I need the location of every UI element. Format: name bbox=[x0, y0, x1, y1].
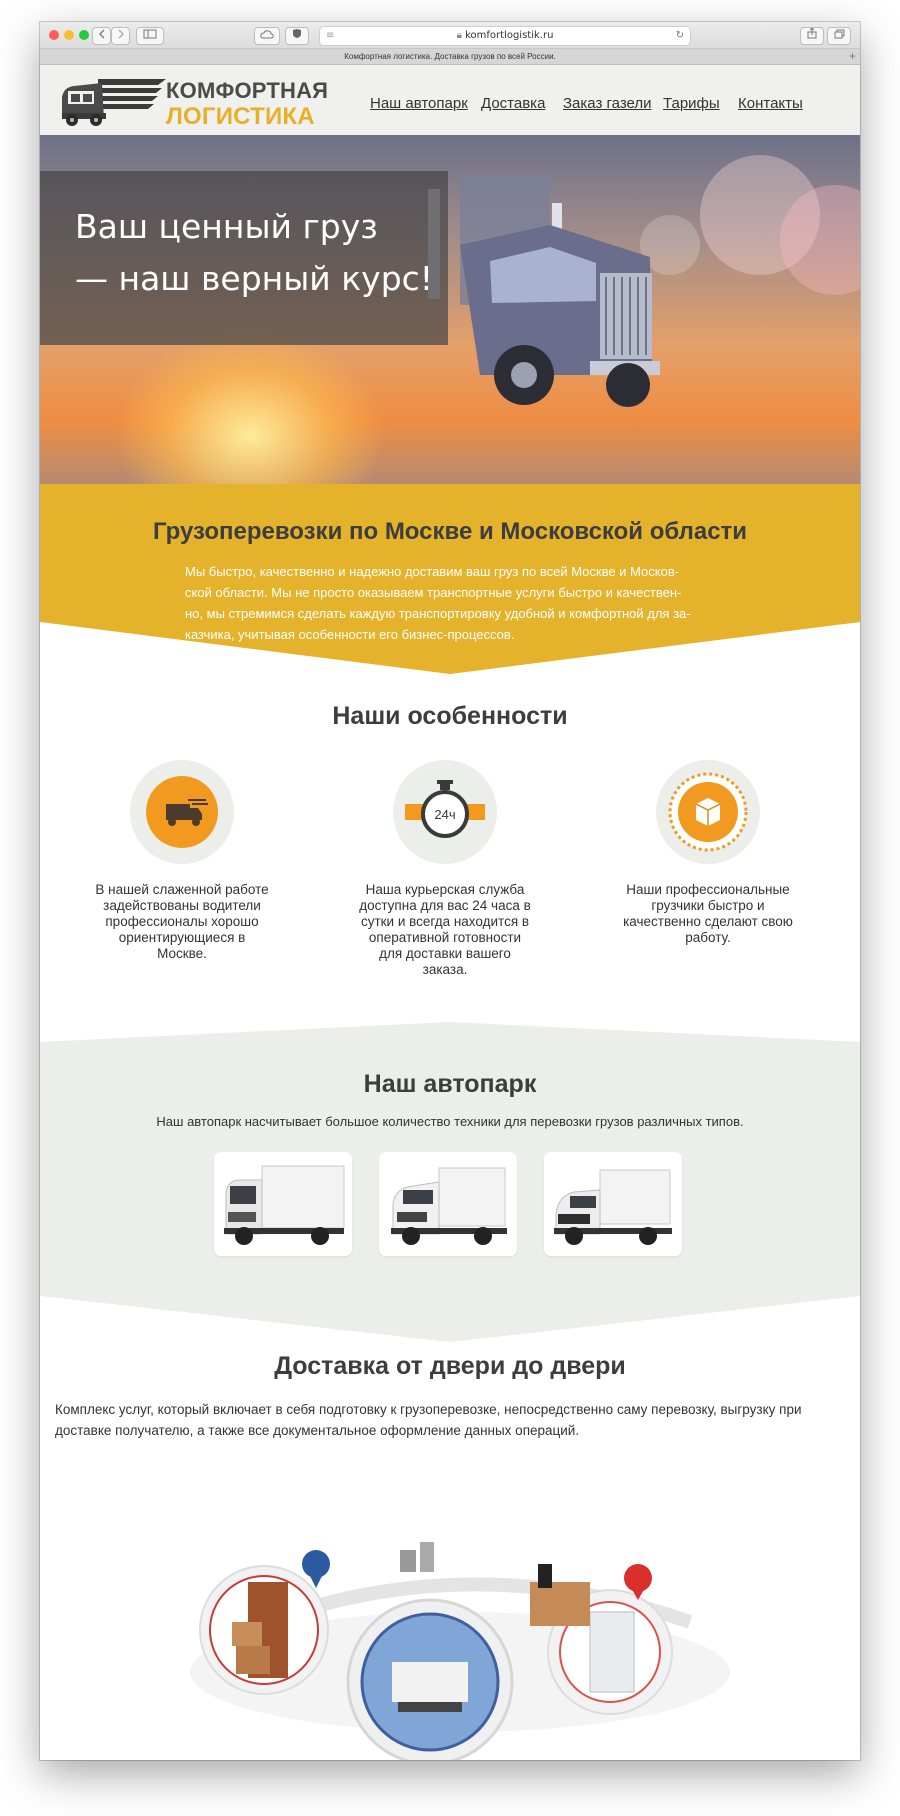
feature-icon-bg bbox=[146, 776, 218, 848]
fleet-subtitle: Наш автопарк насчитывает большое количество техники для перевозки грузов различных типов. bbox=[156, 1114, 744, 1129]
light-box-truck-image bbox=[379, 1152, 517, 1256]
nav-contacts[interactable]: Контакты bbox=[738, 95, 803, 112]
browser-tab[interactable] bbox=[40, 49, 860, 65]
intro-section bbox=[40, 484, 860, 696]
logo-text-line2[interactable]: ЛОГИСТИКА bbox=[166, 103, 315, 130]
sidebar-toggle-button[interactable] bbox=[136, 27, 164, 45]
nav-delivery[interactable]: Доставка bbox=[481, 95, 546, 112]
door-text bbox=[55, 1399, 845, 1441]
forward-button[interactable] bbox=[111, 27, 130, 45]
feature-text-line: доступна для вас 24 часа в bbox=[359, 898, 531, 913]
shield-button[interactable] bbox=[285, 27, 309, 45]
fleet-card[interactable] bbox=[214, 1152, 352, 1256]
browser-window bbox=[40, 22, 860, 1760]
feature-text-line: Наши профессиональные bbox=[626, 882, 790, 897]
address-bar[interactable] bbox=[319, 26, 691, 46]
address-url: komfortlogistik.ru bbox=[465, 30, 554, 41]
door-title: Доставка от двери до двери bbox=[274, 1352, 626, 1380]
feature-text-line: сутки и всегда находится в bbox=[360, 914, 530, 929]
feature-text-line: качественно сделают свою bbox=[623, 914, 793, 929]
maximize-window-button[interactable] bbox=[79, 30, 89, 40]
chevron-left-icon bbox=[98, 29, 106, 39]
feature-text-line: для доставки вашего bbox=[379, 946, 511, 961]
tab-title: Комфортная логистика. Доставка грузов по всей России. bbox=[344, 52, 556, 61]
intro-text bbox=[185, 561, 715, 645]
feature-text-line: В нашей слаженной работе bbox=[95, 882, 269, 897]
shield-icon bbox=[292, 28, 302, 39]
reader-icon: ≡ bbox=[326, 30, 335, 41]
door-text-line: доставке получателю, а также все документальное оформление данных операций. bbox=[55, 1423, 580, 1438]
hero-slogan-line1: Ваш ценный груз bbox=[75, 207, 378, 246]
close-window-button[interactable] bbox=[49, 30, 59, 40]
cloud-icon bbox=[260, 29, 274, 39]
feature-text-line: Наша курьерская служба bbox=[365, 882, 525, 897]
intro-text-line: но, мы стремимся сделать каждую транспортировку удобной и комфортной для за- bbox=[185, 606, 691, 621]
nav-order-gazelle[interactable]: Заказ газели bbox=[563, 95, 652, 112]
feature-text bbox=[355, 882, 535, 978]
feature-text-line: заказа. bbox=[422, 962, 468, 977]
feature-text bbox=[618, 882, 798, 946]
badge-24h-text: 24ч bbox=[434, 807, 456, 822]
delivery-truck-icon bbox=[146, 776, 218, 848]
lock-icon: 🔒︎ bbox=[456, 30, 462, 41]
nav-tariffs[interactable]: Тарифы bbox=[663, 95, 720, 112]
stopwatch-24h-icon bbox=[393, 760, 497, 864]
feature-text-line: Москве. bbox=[157, 946, 207, 961]
browser-toolbar bbox=[40, 22, 860, 49]
share-button[interactable] bbox=[800, 27, 824, 45]
hero-slogan-line2: — наш верный курс! bbox=[75, 259, 434, 298]
intro-text-line: казчика, учитывая особенности его бизнес-процессов. bbox=[185, 627, 515, 642]
feature-text-line: профессионалы хорошо bbox=[105, 914, 259, 929]
intro-title: Грузоперевозки по Москве и Московской области bbox=[152, 518, 748, 545]
hero-slogan-box bbox=[40, 171, 448, 345]
feature-text-line: ориентирующиеся в bbox=[118, 930, 246, 945]
share-icon bbox=[807, 28, 817, 39]
new-tab-button[interactable]: + bbox=[848, 49, 856, 63]
intro-text-line: ской области. Мы не просто оказываем транспортные услуги быстро и качествен- bbox=[185, 585, 682, 600]
site-header bbox=[40, 65, 860, 135]
semi-truck-image bbox=[420, 165, 760, 425]
fleet-title: Наш автопарк bbox=[363, 1070, 537, 1098]
feature-text-line: оперативной готовности bbox=[368, 930, 522, 945]
feature-icon-circle bbox=[130, 760, 234, 864]
features-title: Наши особенности bbox=[332, 702, 568, 730]
tabs-button[interactable] bbox=[827, 27, 851, 45]
fleet-card[interactable] bbox=[544, 1152, 682, 1256]
box-truck-image bbox=[214, 1152, 352, 1256]
back-button[interactable] bbox=[92, 27, 111, 45]
feature-text-line: грузчики быстро и bbox=[651, 898, 765, 913]
logo-text-line1[interactable]: КОМФОРТНАЯ bbox=[166, 78, 329, 103]
van-truck-image bbox=[544, 1152, 682, 1256]
door-to-door-illustration bbox=[180, 1472, 740, 1760]
sidebar-icon bbox=[143, 29, 157, 39]
door-text-line: Комплекс услуг, который включает в себя подготовку к грузоперевозке, непосредственно саму перевозку, выгрузку при bbox=[55, 1402, 802, 1417]
nav-fleet[interactable]: Наш автопарк bbox=[370, 95, 468, 112]
feature-text-line: задействованы водители bbox=[103, 898, 261, 913]
feature-icon-circle bbox=[656, 760, 760, 864]
feature-text bbox=[92, 882, 272, 962]
minimize-window-button[interactable] bbox=[64, 30, 74, 40]
box-badge-icon bbox=[656, 760, 760, 864]
intro-text-line: Мы быстро, качественно и надежно доставим ваш груз по всей Москве и Москов- bbox=[185, 564, 680, 579]
fleet-card[interactable] bbox=[379, 1152, 517, 1256]
feature-icon-circle bbox=[393, 760, 497, 864]
reload-icon[interactable]: ↻ bbox=[675, 30, 684, 41]
hero-banner bbox=[40, 135, 860, 484]
icloud-button[interactable] bbox=[254, 27, 280, 45]
tabs-icon bbox=[834, 29, 845, 39]
truck-logo-icon[interactable] bbox=[58, 73, 166, 129]
chevron-right-icon bbox=[117, 29, 125, 39]
feature-text-line: работу. bbox=[685, 930, 731, 945]
